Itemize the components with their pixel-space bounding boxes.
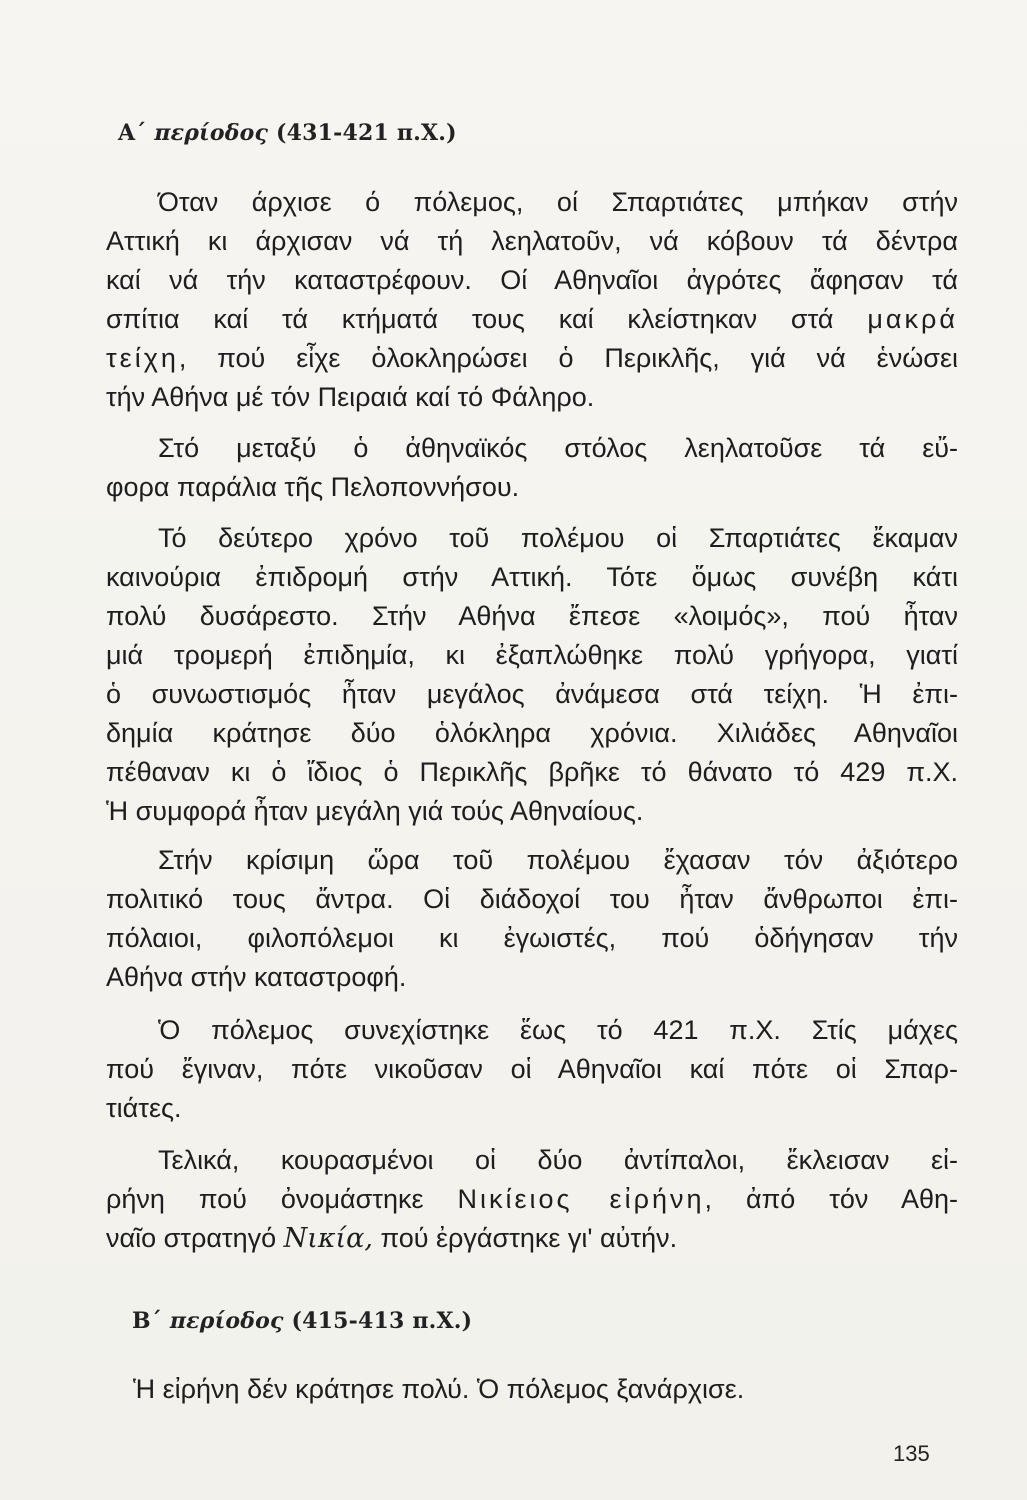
- text-fragment: πού ἐργάστηκε γι' αὐτήν.: [380, 1223, 678, 1253]
- text-line: καινούρια ἐπιδρομή στήν Αττική. Τότε ὅμως συνέβη κάτι: [106, 562, 958, 592]
- section-heading-b: [132, 1308, 472, 1334]
- text-line: Αττική κι άρχισαν νά τή λεηλατοῦν, νά κόβουν τά δέντρα: [106, 226, 958, 256]
- text-line: [106, 1221, 958, 1256]
- text-line: Όταν άρχισε ό πόλεμος, οί Σπαρτιάτες μπήκαν στήν: [158, 187, 958, 217]
- text-line: Ἡ συμφορά ἦταν μεγάλη γιά τούς Αθηναίους.: [106, 796, 644, 826]
- text-line: μιά τρομερή ἐπιδημία, κι ἐξαπλώθηκε πολύ γρήγορα, γιατί: [106, 640, 958, 670]
- text-line: τήν Αθήνα μέ τόν Πειραιά καί τό Φάληρο.: [106, 382, 595, 412]
- section-b-word: περίοδος: [169, 1308, 284, 1334]
- text-line: πέθαναν κι ὁ ἴδιος ὁ Περικλῆς βρῆκε τό θάνατο τό 429 π.Χ.: [106, 757, 958, 787]
- text-line: Στήν κρίσιμη ὥρα τοῦ πολέμου ἔχασαν τόν ἀξιότερο: [158, 845, 958, 875]
- text-line: [106, 1182, 958, 1216]
- section-a-word: περίοδος: [154, 120, 269, 146]
- spaced-term: μακρά: [867, 304, 958, 334]
- text-line: τιάτες.: [106, 1093, 182, 1123]
- text-line: πολύ δυσάρεστο. Στήν Αθήνα ἔπεσε «λοιμός», πού ἦταν: [106, 601, 958, 631]
- text-line: πού ἔγιναν, πότε νικοῦσαν οἱ Αθηναῖοι καί πότε οἱ Σπαρ-: [106, 1054, 958, 1084]
- text-line: πόλαιοι, φιλοπόλεμοι κι ἐγωιστές, πού ὁδήγησαν τήν: [106, 923, 958, 953]
- text-line: Ὁ πόλεμος συνεχίστηκε ἕως τό 421 π.Χ. Στίς μάχες: [158, 1015, 958, 1045]
- spaced-term: τείχη: [106, 343, 179, 373]
- text-line: Ἡ εἰρήνη δέν κράτησε πολύ. Ὁ πόλεμος ξανάρχισε.: [133, 1374, 745, 1404]
- page-number: 135: [893, 1441, 930, 1466]
- section-b-dates: (415-413 π.Χ.): [291, 1308, 473, 1334]
- text-line: καί νά τήν καταστρέφουν. Οί Αθηναῖοι ἀγρότες ἄφησαν τά: [106, 265, 958, 295]
- text-line: [106, 302, 958, 336]
- text-line: Τελικά, κουρασμένοι οἱ δύο ἀντίπαλοι, ἔκλεισαν εἰ-: [158, 1145, 958, 1175]
- text-line: φορα παράλια τῆς Πελοποννήσου.: [106, 472, 520, 502]
- spaced-term: Νικίειος εἰρήνη: [457, 1184, 705, 1214]
- text-fragment: σπίτια καί τά κτήματά τους καί κλείστηκαν στά: [106, 304, 834, 334]
- section-b-label: Β΄: [132, 1308, 162, 1334]
- section-a-dates: (431-421 π.Χ.): [275, 120, 457, 146]
- section-a-label: Α΄: [118, 120, 147, 146]
- text-line: Αθήνα στήν καταστροφή.: [106, 962, 407, 992]
- text-fragment: ναῖο στρατηγό: [106, 1223, 277, 1253]
- text-fragment: , ἀπό τόν Αθη-: [704, 1184, 958, 1214]
- text-line: δημία κράτησε δύο ὁλόκληρα χρόνια. Χιλιάδες Αθηναῖοι: [106, 718, 958, 748]
- text-line: Στό μεταξύ ὁ ἀθηναϊκός στόλος λεηλατοῦσε τά εὔ-: [158, 433, 958, 463]
- text-line: [106, 341, 958, 375]
- text-line: Τό δεύτερο χρόνο τοῦ πολέμου οἱ Σπαρτιάτες ἔκαμαν: [158, 523, 958, 553]
- text-line: ὁ συνωστισμός ἦταν μεγάλος ἀνάμεσα στά τείχη. Ἡ ἐπι-: [106, 679, 958, 709]
- text-fragment: ρήνη πού ὀνομάστηκε: [106, 1184, 424, 1214]
- section-heading-a: [118, 120, 457, 146]
- text-line: πολιτικό τους ἄντρα. Οἱ διάδοχοί του ἦταν ἄνθρωποι ἐπι-: [106, 884, 958, 914]
- italic-name: Νικία,: [283, 1223, 373, 1254]
- text-fragment: , πού εἶχε ὁλοκληρώσει ὁ Περικλῆς, γιά νά ἑνώσει: [178, 343, 958, 373]
